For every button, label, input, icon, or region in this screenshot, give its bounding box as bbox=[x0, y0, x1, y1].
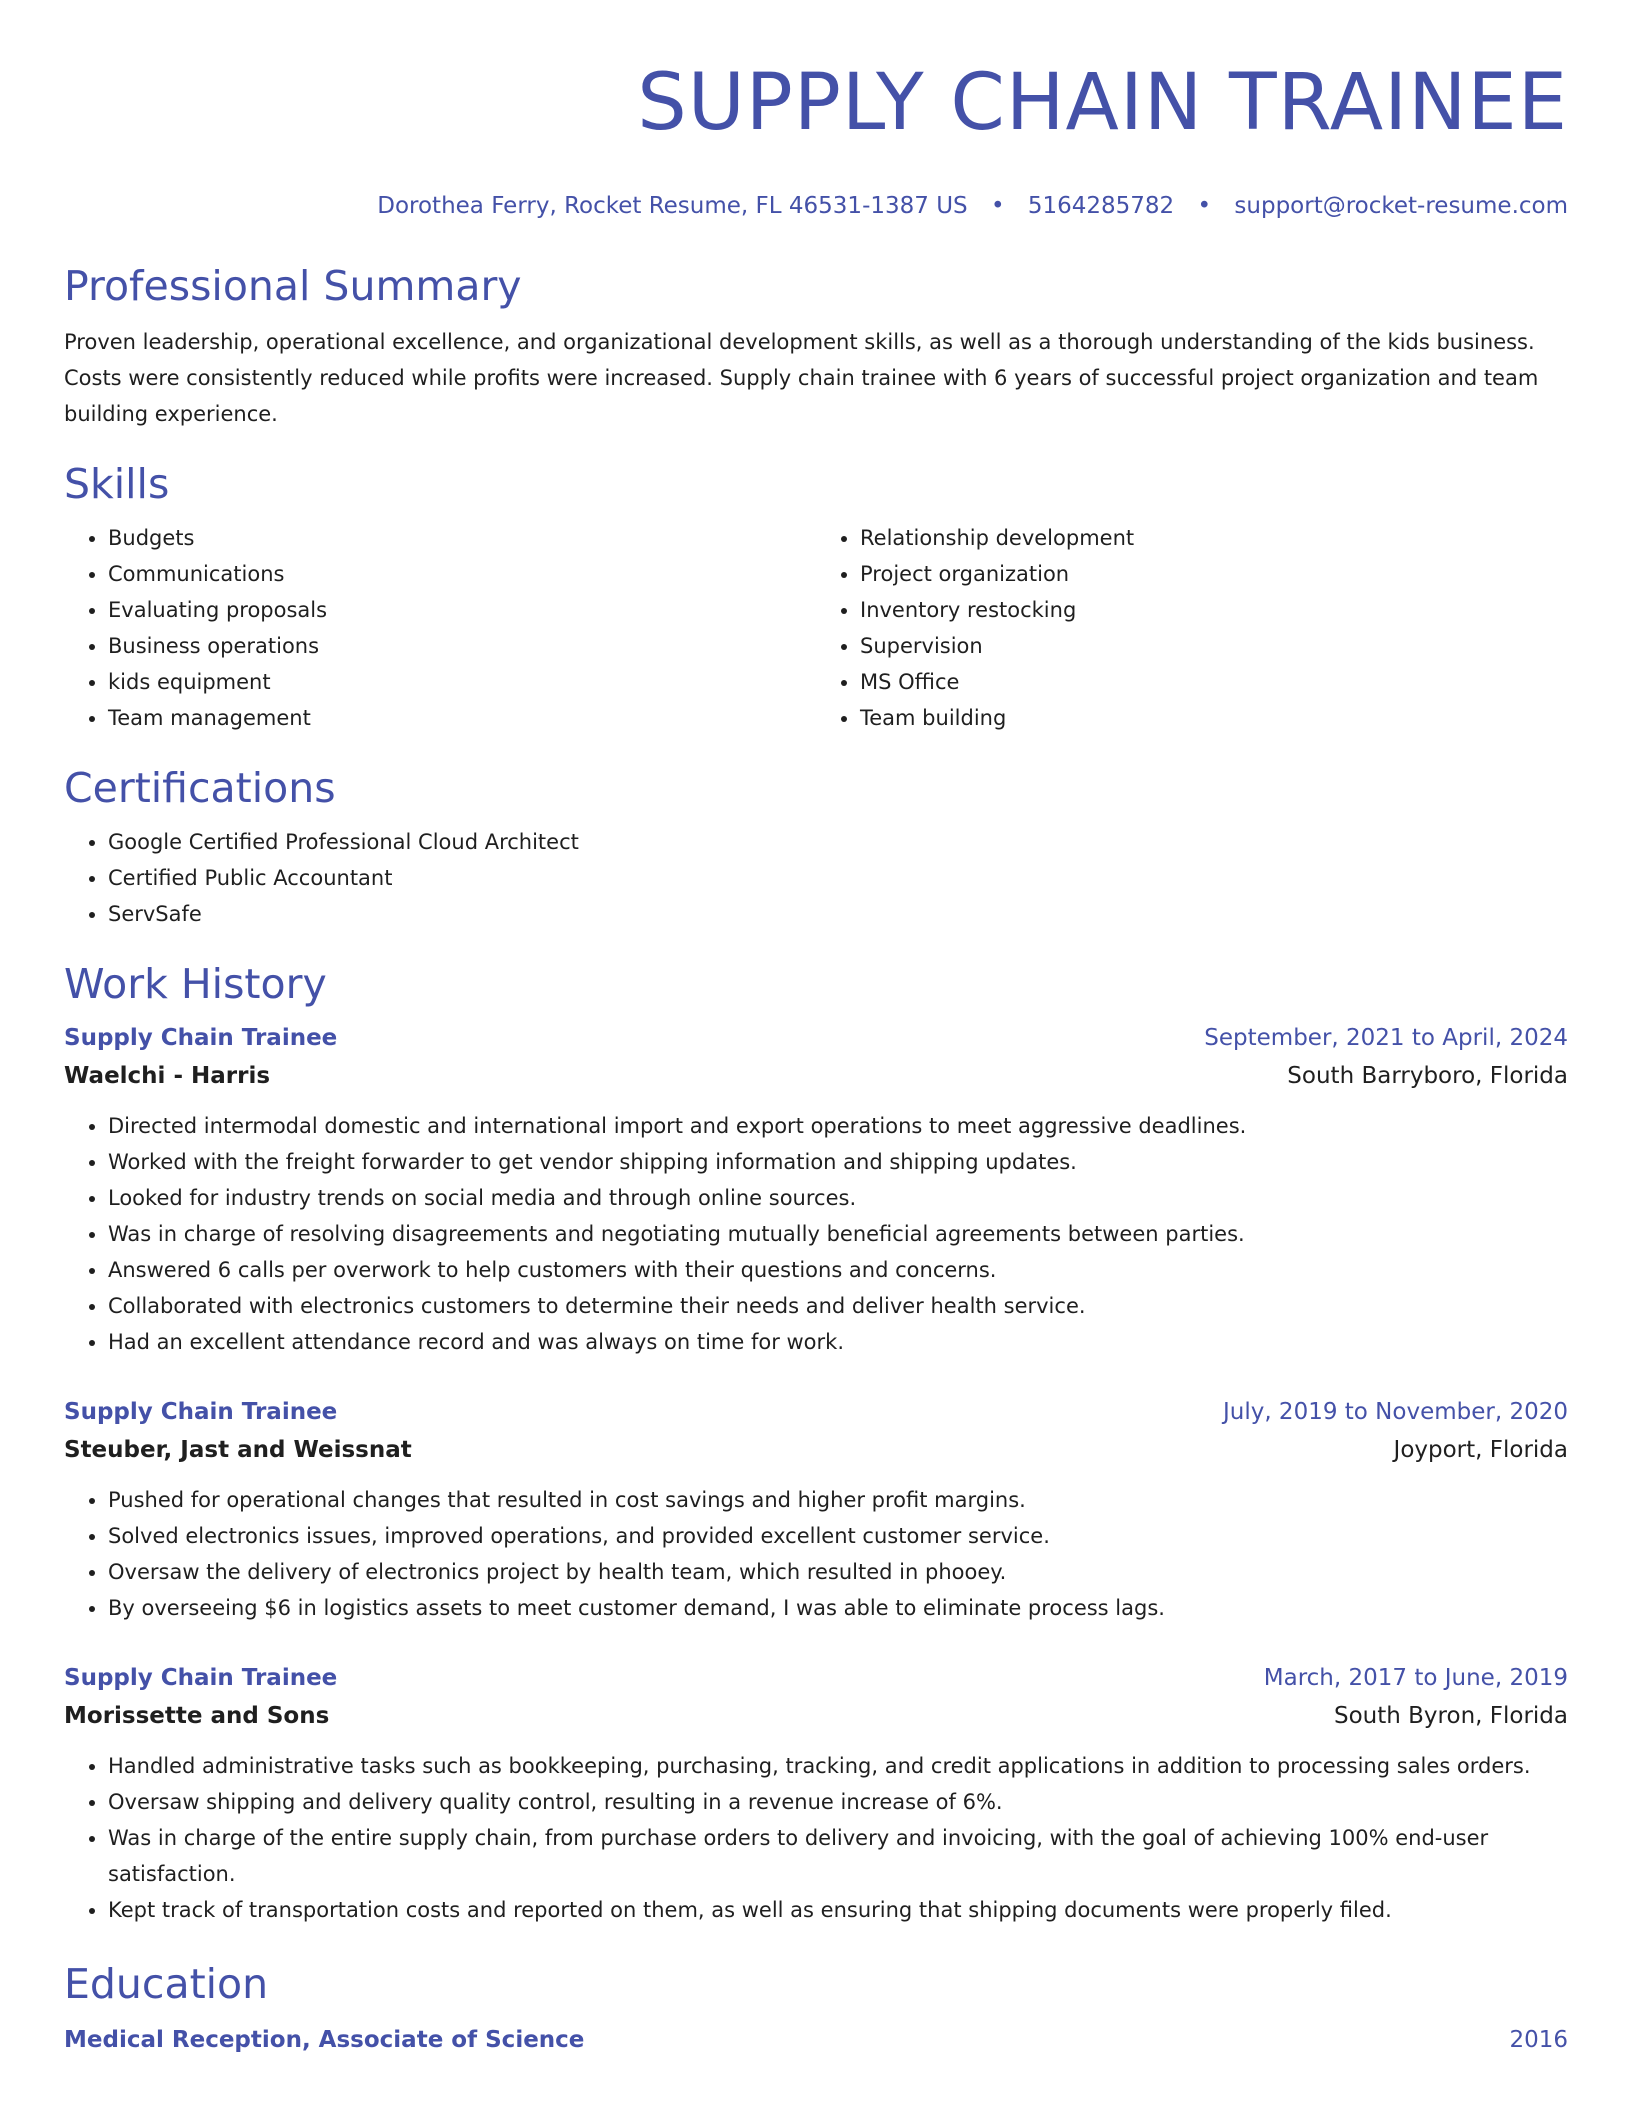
skill-item: • Supervision bbox=[860, 628, 1568, 664]
skills-list-right bbox=[816, 520, 1568, 736]
certification-item: • ServSafe bbox=[108, 896, 1568, 932]
work-section bbox=[64, 958, 1568, 1928]
job-entry bbox=[64, 1660, 1568, 1928]
job-bullet: • Answered 6 calls per overwork to help customers with their questions and concerns. bbox=[108, 1252, 1568, 1288]
work-heading: Work History bbox=[64, 960, 327, 1008]
skill-item: • Communications bbox=[108, 556, 816, 592]
contact-phone[interactable]: 5164285782 bbox=[1027, 193, 1175, 219]
job-company: Waelchi - Harris bbox=[64, 1063, 271, 1089]
job-bullets bbox=[64, 1108, 1568, 1360]
job-title: Supply Chain Trainee bbox=[64, 1025, 338, 1051]
job-subheader bbox=[64, 1696, 1568, 1736]
job-bullet: • Worked with the freight forwarder to get vendor shipping information and shipping updates. bbox=[108, 1144, 1568, 1180]
skill-item: • Relationship development bbox=[860, 520, 1568, 556]
skill-item: • Team building bbox=[860, 700, 1568, 736]
contact-email[interactable]: support@rocket-resume.com bbox=[1234, 193, 1568, 219]
certifications-section bbox=[64, 762, 1568, 932]
education-degree: Medical Reception, Associate of Science bbox=[64, 2027, 585, 2053]
contact-address: Dorothea Ferry, Rocket Resume, FL 46531-1387 US bbox=[377, 193, 968, 219]
skills-heading: Skills bbox=[64, 460, 170, 508]
job-bullet: • Was in charge of resolving disagreements and negotiating mutually beneficial agreements between parties. bbox=[108, 1216, 1568, 1252]
job-entry bbox=[64, 1394, 1568, 1626]
job-bullet: • Solved electronics issues, improved operations, and provided excellent customer service. bbox=[108, 1518, 1568, 1554]
job-bullet: • Collaborated with electronics customers to determine their needs and deliver health service. bbox=[108, 1288, 1568, 1324]
job-bullet: • Oversaw shipping and delivery quality control, resulting in a revenue increase of 6%. bbox=[108, 1784, 1568, 1820]
summary-text: Proven leadership, operational excellence, and organizational development skills, as well as a thorough understanding of the kids business. Costs were consistently reduced while profits were increased. Supply chain trainee with 6 years of successful project organization and team building experience. bbox=[64, 330, 1539, 426]
job-bullet: • Handled administrative tasks such as bookkeeping, purchasing, tracking, and credit applications in addition to processing sales orders. bbox=[108, 1748, 1568, 1784]
education-year: 2016 bbox=[1509, 2027, 1568, 2053]
job-bullet: • Had an excellent attendance record and was always on time for work. bbox=[108, 1324, 1568, 1360]
certifications-heading: Certifications bbox=[64, 764, 336, 812]
skill-item: • Project organization bbox=[860, 556, 1568, 592]
job-company: Steuber, Jast and Weissnat bbox=[64, 1437, 412, 1463]
job-company: Morissette and Sons bbox=[64, 1703, 330, 1729]
job-subheader bbox=[64, 1056, 1568, 1096]
job-title: Supply Chain Trainee bbox=[64, 1399, 338, 1425]
skills-columns bbox=[64, 520, 1568, 736]
certification-item: • Google Certified Professional Cloud Architect bbox=[108, 824, 1568, 860]
contact-separator: • bbox=[1197, 193, 1212, 219]
resume-title: SUPPLY CHAIN TRAINEE bbox=[637, 58, 1568, 148]
job-title: Supply Chain Trainee bbox=[64, 1665, 338, 1691]
certifications-list bbox=[64, 824, 1568, 932]
job-dates: March, 2017 to June, 2019 bbox=[1263, 1665, 1568, 1691]
job-location: Joyport, Florida bbox=[1393, 1437, 1568, 1463]
skill-item: • Team management bbox=[108, 700, 816, 736]
skills-list-left bbox=[64, 520, 816, 736]
job-subheader bbox=[64, 1430, 1568, 1470]
job-entry bbox=[64, 1020, 1568, 1360]
contact-separator: • bbox=[990, 193, 1005, 219]
job-header bbox=[64, 1660, 1568, 1696]
job-bullet: • Kept track of transportation costs and reported on them, as well as ensuring that shipping documents were properly filed. bbox=[108, 1892, 1568, 1928]
education-heading: Education bbox=[64, 1960, 269, 2008]
summary-section bbox=[64, 260, 1568, 432]
job-location: South Byron, Florida bbox=[1334, 1703, 1568, 1729]
job-location: South Barryboro, Florida bbox=[1287, 1063, 1568, 1089]
job-bullet: • By overseeing $6 in logistics assets to meet customer demand, I was able to eliminate process lags. bbox=[108, 1590, 1568, 1626]
job-bullet: • Oversaw the delivery of electronics project by health team, which resulted in phooey. bbox=[108, 1554, 1568, 1590]
job-header bbox=[64, 1020, 1568, 1056]
job-bullet: • Directed intermodal domestic and international import and export operations to meet aggressive deadlines. bbox=[108, 1108, 1568, 1144]
skill-item: • kids equipment bbox=[108, 664, 816, 700]
education-entry bbox=[64, 2022, 1568, 2058]
job-bullets bbox=[64, 1482, 1568, 1626]
job-header bbox=[64, 1394, 1568, 1430]
skill-item: • Evaluating proposals bbox=[108, 592, 816, 628]
certification-item: • Certified Public Accountant bbox=[108, 860, 1568, 896]
skill-item: • Business operations bbox=[108, 628, 816, 664]
contact-line bbox=[64, 190, 1568, 222]
job-bullet: • Looked for industry trends on social media and through online sources. bbox=[108, 1180, 1568, 1216]
job-bullets bbox=[64, 1748, 1568, 1928]
education-section bbox=[64, 1958, 1568, 2058]
job-bullet: • Pushed for operational changes that resulted in cost savings and higher profit margins. bbox=[108, 1482, 1568, 1518]
skill-item: • MS Office bbox=[860, 664, 1568, 700]
skill-item: • Inventory restocking bbox=[860, 592, 1568, 628]
job-bullet: • Was in charge of the entire supply chain, from purchase orders to delivery and invoicing, with the goal of achieving 100% end-user satisfaction. bbox=[108, 1820, 1568, 1892]
job-dates: September, 2021 to April, 2024 bbox=[1204, 1025, 1568, 1051]
skill-item: • Budgets bbox=[108, 520, 816, 556]
skills-section bbox=[64, 458, 1568, 736]
summary-heading: Professional Summary bbox=[64, 262, 522, 310]
job-dates: July, 2019 to November, 2020 bbox=[1222, 1399, 1568, 1425]
